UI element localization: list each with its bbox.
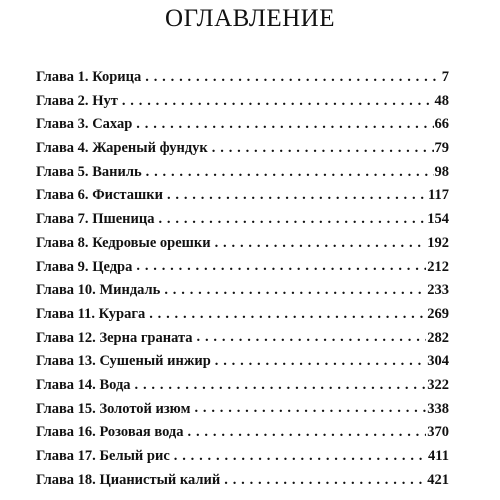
page-number: 66 bbox=[434, 116, 449, 133]
chapter-number: Глава 2. bbox=[36, 92, 89, 109]
page-number: 269 bbox=[427, 305, 449, 322]
chapter-number: Глава 7. bbox=[36, 211, 89, 228]
chapter-title: Розовая вода bbox=[99, 424, 184, 441]
dot-leader bbox=[174, 450, 427, 464]
toc-entry bbox=[36, 232, 449, 256]
toc-entry bbox=[36, 421, 449, 445]
chapter-title: Кедровые орешки bbox=[92, 234, 211, 251]
toc-entry bbox=[36, 66, 449, 90]
toc-entry bbox=[36, 398, 449, 422]
page-number: 411 bbox=[428, 448, 449, 464]
chapter-title: Золотой изюм bbox=[99, 400, 191, 417]
page-number: 212 bbox=[427, 258, 449, 275]
toc-entry bbox=[36, 184, 449, 208]
chapter-number: Глава 5. bbox=[36, 163, 89, 180]
page-number: 192 bbox=[427, 234, 449, 251]
dot-leader bbox=[149, 308, 426, 322]
chapter-title: Жареный фундук bbox=[92, 140, 208, 157]
page-number: 98 bbox=[434, 163, 449, 180]
dot-leader bbox=[215, 237, 427, 251]
dot-leader bbox=[188, 426, 427, 440]
chapter-number: Глава 17. bbox=[36, 448, 96, 464]
chapter-number: Глава 11. bbox=[36, 305, 96, 322]
dot-leader bbox=[146, 166, 434, 180]
page-number: 7 bbox=[441, 69, 449, 85]
dot-leader bbox=[194, 402, 426, 416]
chapter-title: Цедра bbox=[92, 258, 133, 275]
page-number: 79 bbox=[434, 140, 449, 157]
dot-leader bbox=[212, 142, 434, 156]
page-number: 117 bbox=[428, 187, 449, 204]
dot-leader bbox=[122, 95, 434, 109]
chapter-number: Глава 15. bbox=[36, 400, 96, 417]
dot-leader bbox=[167, 189, 427, 203]
chapter-title: Фисташки bbox=[92, 187, 163, 204]
toc-entry bbox=[36, 137, 449, 161]
toc-entry bbox=[36, 279, 449, 303]
chapter-number: Глава 18. bbox=[36, 471, 96, 488]
page-number: 154 bbox=[427, 211, 449, 228]
chapter-title: Миндаль bbox=[99, 282, 161, 299]
page-number: 233 bbox=[427, 282, 449, 299]
chapter-title: Корица bbox=[92, 69, 142, 85]
toc-entry bbox=[36, 350, 449, 374]
toc-entry bbox=[36, 113, 449, 137]
chapter-title: Курага bbox=[98, 305, 146, 322]
chapter-number: Глава 1. bbox=[36, 69, 89, 85]
toc-entry bbox=[36, 208, 449, 232]
dot-leader bbox=[224, 474, 426, 488]
dot-leader bbox=[136, 118, 433, 132]
page-number: 304 bbox=[427, 353, 449, 370]
chapter-title: Пшеница bbox=[92, 211, 155, 228]
chapter-title: Сахар bbox=[92, 116, 133, 133]
dot-leader bbox=[215, 355, 426, 369]
toc-entry bbox=[36, 469, 449, 493]
toc-entry bbox=[36, 256, 449, 280]
toc-entry bbox=[36, 90, 449, 114]
table-of-contents bbox=[36, 66, 449, 492]
chapter-number: Глава 10. bbox=[36, 282, 96, 299]
dot-leader bbox=[135, 379, 427, 393]
toc-entry bbox=[36, 327, 449, 351]
chapter-number: Глава 14. bbox=[36, 376, 96, 393]
toc-entry bbox=[36, 161, 449, 185]
dot-leader bbox=[136, 260, 426, 274]
dot-leader bbox=[197, 331, 427, 345]
chapter-title: Сушеный инжир bbox=[99, 353, 211, 370]
page-number: 370 bbox=[427, 424, 449, 441]
chapter-title: Вода bbox=[99, 376, 131, 393]
chapter-number: Глава 6. bbox=[36, 187, 89, 204]
chapter-title: Нут bbox=[92, 92, 118, 109]
chapter-title: Белый рис bbox=[99, 448, 170, 464]
page-number: 48 bbox=[434, 92, 449, 109]
chapter-title: Цианистый калий bbox=[99, 471, 221, 488]
chapter-number: Глава 13. bbox=[36, 353, 96, 370]
toc-entry bbox=[36, 445, 449, 469]
page-title: ОГЛАВЛЕНИЕ bbox=[165, 5, 335, 32]
chapter-number: Глава 3. bbox=[36, 116, 89, 133]
page-number: 338 bbox=[427, 400, 449, 417]
chapter-number: Глава 4. bbox=[36, 140, 89, 157]
page-number: 282 bbox=[427, 329, 449, 346]
chapter-number: Глава 16. bbox=[36, 424, 96, 441]
dot-leader bbox=[164, 284, 426, 298]
page-number: 421 bbox=[427, 471, 449, 488]
dot-leader bbox=[145, 71, 440, 85]
chapter-title: Ваниль bbox=[92, 163, 142, 180]
dot-leader bbox=[158, 213, 426, 227]
toc-entry bbox=[36, 374, 449, 398]
chapter-number: Глава 9. bbox=[36, 258, 89, 275]
chapter-number: Глава 8. bbox=[36, 234, 89, 251]
page-number: 322 bbox=[427, 376, 449, 393]
chapter-number: Глава 12. bbox=[36, 329, 96, 346]
chapter-title: Зерна граната bbox=[99, 329, 193, 346]
toc-entry bbox=[36, 303, 449, 327]
